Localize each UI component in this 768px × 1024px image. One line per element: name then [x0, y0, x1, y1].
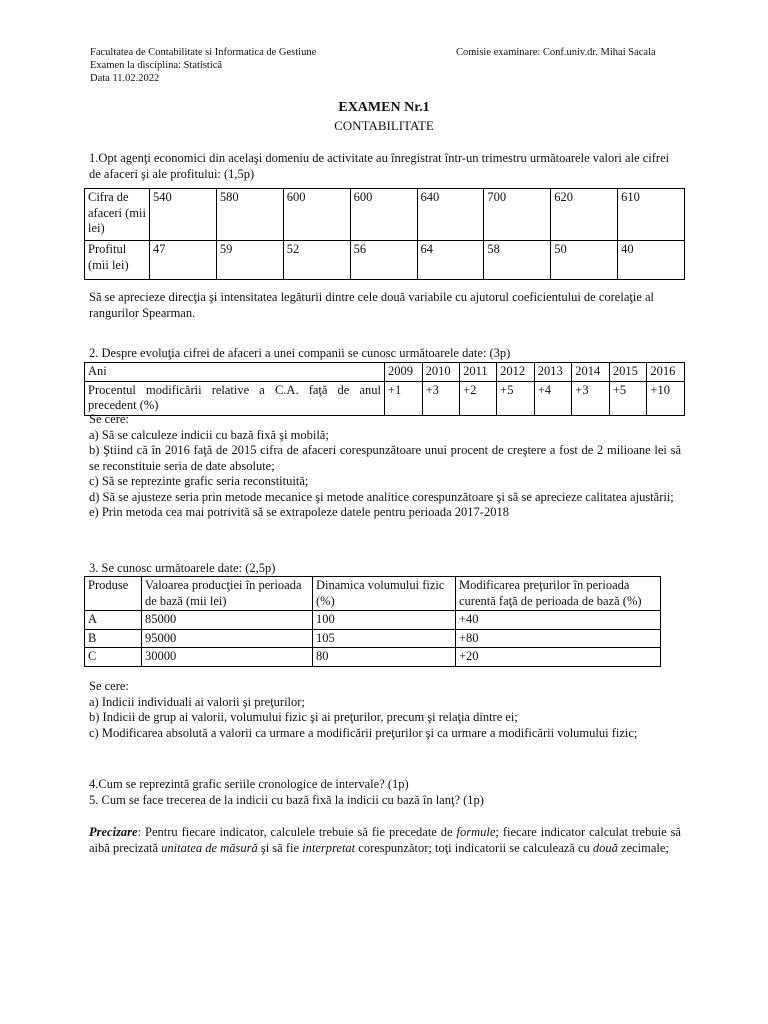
q1-cell: 59 — [216, 241, 283, 280]
q2-se-cere: Se cere: — [89, 412, 129, 426]
q1-label-profit: Profitul (mii lei) — [85, 241, 150, 280]
q3-header: Produse — [85, 577, 142, 611]
q3-item-a: a) Indicii individuali ai valorii şi preţurilor; — [89, 694, 305, 709]
q1-cell: 700 — [484, 189, 551, 241]
q3-cell: +20 — [456, 648, 661, 667]
q1-cell: 620 — [551, 189, 618, 241]
table-row — [85, 629, 661, 648]
q3-cell: 105 — [313, 629, 456, 648]
q3-table — [84, 576, 661, 667]
q3-cell: 30000 — [142, 648, 313, 667]
header-left — [90, 46, 316, 85]
q2-percent: +5 — [497, 381, 535, 415]
discipline-line: Examen la disciplina: Statistică — [90, 60, 223, 71]
q2-percent: +2 — [460, 381, 497, 415]
q3-item-b: b) Indicii de grup ai valorii, volumului fizic şi ai preţurilor, precum şi relaţia dintre ei; — [89, 710, 518, 724]
q1-table — [84, 188, 685, 280]
q2-item-d: d) Să se ajusteze seria prin metode mecanice şi metode analitice corespunzătoare şi să se aprecieze calitatea ajustării; — [89, 489, 674, 504]
table-row — [85, 611, 661, 630]
note-text: corespunzător; toţi indicatorii se calculează cu — [355, 840, 593, 855]
q1-cell: 40 — [618, 241, 685, 280]
note-label: Precizare — [89, 825, 138, 839]
note-text: şi să fie — [257, 840, 303, 855]
q1-cell: 52 — [283, 241, 350, 280]
q2-year: 2016 — [647, 363, 685, 382]
date-line: Data 11.02.2022 — [90, 73, 160, 84]
q4-text: 4.Cum se reprezintă grafic seriile cronologice de intervale? (1p) — [89, 777, 409, 791]
q2-item-e: e) Prin metoda cea mai potrivită să se extrapoleze datele pentru perioada 2017-2018 — [89, 505, 509, 519]
q1-cell: 540 — [150, 189, 217, 241]
q2-intro: 2. Despre evoluţia cifrei de afaceri a unei companii se cunosc următoarele date: (3p) — [89, 346, 511, 360]
q3-cell: +40 — [456, 611, 661, 630]
q1-cell: 50 — [551, 241, 618, 280]
q1-cell: 640 — [417, 189, 484, 241]
q3-cell: A — [85, 611, 142, 630]
q1-cell: 58 — [484, 241, 551, 280]
q3-cell: 100 — [313, 611, 456, 630]
note-text: : Pentru fiecare indicator, calculele trebuie să fie precedate de — [137, 825, 457, 839]
q2-year: 2012 — [497, 363, 535, 382]
q1-intro: 1.Opt agenţi economici din acelaşi domeniu de activitate au înregistrat într-un trimestru următoarele valori ale cifrei de afaceri şi ale profitului: (1,5p) — [89, 151, 670, 181]
q2-table — [84, 362, 685, 416]
q2-label-years: Ani — [85, 363, 385, 382]
q2-year: 2009 — [385, 363, 423, 382]
note-text: zecimale; — [617, 840, 669, 855]
q1-row-profit — [85, 241, 685, 280]
q3-item-c: c) Modificarea absolută a valorii ca urmare a modificării preţurilor şi ca urmare a modificării volumului fizic; — [89, 725, 638, 740]
q1-cell: 580 — [216, 189, 283, 241]
q2-row-percents — [85, 381, 685, 415]
q3-cell: 80 — [313, 648, 456, 667]
q3-header: Dinamica volumului fizic (%) — [313, 577, 456, 611]
faculty-line: Facultatea de Contabilitate si Informatica de Gestiune — [90, 47, 317, 58]
header-right: Comisie examinare: Conf.univ.dr. Mihai Sacala — [456, 47, 656, 58]
q2-percent: +1 — [385, 381, 423, 415]
q1-requirement: Să se aprecieze direcţia şi intensitatea legăturii dintre cele două variabile cu ajutorul coeficientului de corelaţie al rangurilor Spearman. — [89, 290, 655, 320]
q3-cell: 95000 — [142, 629, 313, 648]
q2-year: 2015 — [609, 363, 647, 382]
q3-cell: 85000 — [142, 611, 313, 630]
q2-year: 2013 — [534, 363, 572, 382]
q3-header-row — [85, 577, 661, 611]
q2-percent: +4 — [534, 381, 572, 415]
note-text: ; fiecare indicator calculat trebuie să aibă precizată — [89, 825, 681, 855]
q2-percent: +3 — [572, 381, 610, 415]
q2-row-years — [85, 363, 685, 382]
q1-cell: 64 — [417, 241, 484, 280]
q3-header: Valoarea producţiei în perioada de bază (mii lei) — [142, 577, 313, 611]
note-emphasis: formule — [456, 825, 496, 839]
note-emphasis: două — [592, 840, 618, 855]
note-emphasis: interpretat — [302, 840, 356, 855]
q1-cell: 56 — [350, 241, 417, 280]
q2-item-c: c) Să se reprezinte grafic seria reconstituită; — [89, 474, 309, 488]
q3-header: Modificarea preţurilor în perioada curentă faţă de perioada de bază (%) — [456, 577, 661, 611]
note-paragraph — [89, 825, 681, 856]
q3-cell: +80 — [456, 629, 661, 648]
q2-year: 2014 — [572, 363, 610, 382]
exam-title: EXAMEN Nr.1 — [338, 100, 430, 115]
q3-cell: B — [85, 629, 142, 648]
q1-label-revenue: Cifra de afaceri (mii lei) — [85, 189, 150, 241]
table-row — [85, 648, 661, 667]
q2-percent: +5 — [609, 381, 647, 415]
exam-subtitle: CONTABILITATE — [334, 118, 434, 133]
q2-item-b: b) Ştiind că în 2016 faţă de 2015 cifra de afaceri corespunzătoare unui procent de creştere a fost de 2 milioane lei să se reconstituie seria de date absolute; — [89, 443, 681, 473]
q2-year: 2010 — [422, 363, 460, 382]
q1-cell: 47 — [150, 241, 217, 280]
q2-year: 2011 — [460, 363, 497, 382]
q1-cell: 600 — [283, 189, 350, 241]
q2-percent: +3 — [422, 381, 460, 415]
q3-requirements — [89, 679, 681, 741]
q3-se-cere: Se cere: — [89, 679, 129, 693]
note-emphasis: unitatea de măsură — [161, 840, 258, 855]
q3-cell: C — [85, 648, 142, 667]
q1-row-revenue — [85, 189, 685, 241]
q2-label-percents: Procentul modificării relative a C.A. faţă de anul precedent (%) — [85, 381, 385, 415]
q2-percent: +10 — [647, 381, 685, 415]
q5-text: 5. Cum se face trecerea de la indicii cu bază fixă la indicii cu bază în lanţ? (1p) — [89, 793, 484, 807]
q3-intro: 3. Se cunosc următoarele date: (2,5p) — [89, 561, 276, 575]
q1-cell: 600 — [350, 189, 417, 241]
q2-requirements — [89, 412, 681, 521]
q1-cell: 610 — [618, 189, 685, 241]
q2-item-a: a) Să se calculeze indicii cu bază fixă şi mobilă; — [89, 427, 329, 442]
